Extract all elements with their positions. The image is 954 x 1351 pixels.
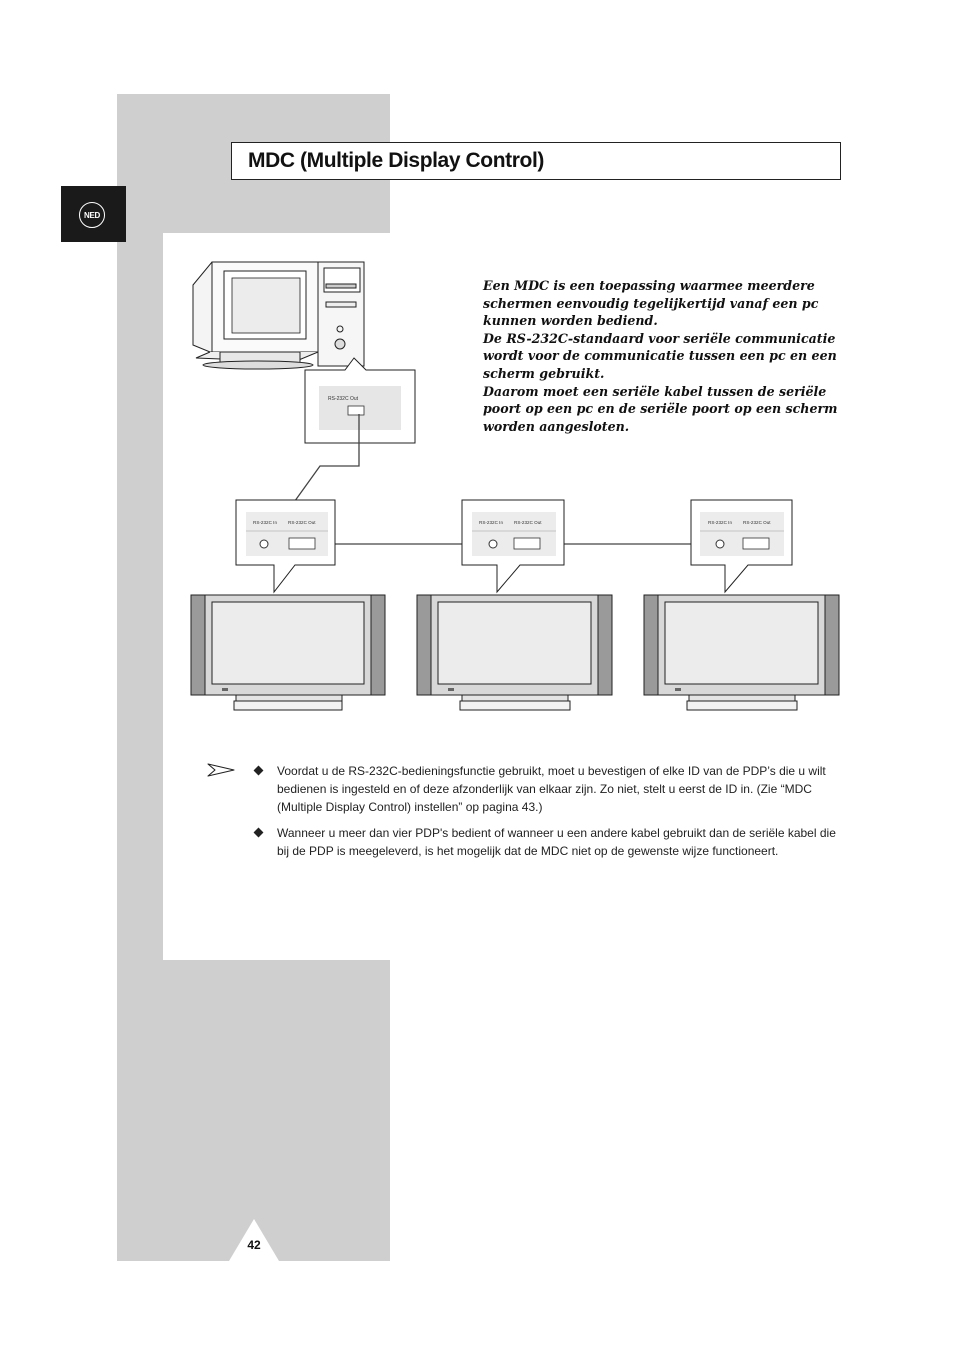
intro-text [483, 277, 845, 435]
page-title: MDC (Multiple Display Control) [248, 149, 544, 172]
plasma-display-3 [644, 595, 839, 710]
pc-tower-illustration [318, 262, 364, 366]
language-badge: NED [79, 202, 105, 228]
display-callout-1 [236, 500, 335, 592]
pc-monitor-illustration [193, 262, 318, 369]
note-arrow-icon [207, 762, 235, 778]
display-1-out-label: RS-232C Out [288, 520, 316, 525]
display-2-out-label: RS-232C Out [514, 520, 542, 525]
note-text: Voordat u de RS-232C-bedieningsfunctie gebruikt, moet u bevestigen of elke ID van de PDP’s die u wilt bedienen is ingesteld en of deze afzonderlijk van elkaar zijn. Zo niet, stelt u eerst de ID in. (Zie “MDC (Multiple Display Control) instellen” op pagina 43.) [277, 764, 826, 814]
intro-paragraph-2: De RS-232C-standaard voor seriële communicatie wordt voor de communicatie tussen een pc en een scherm gebruikt. [483, 330, 837, 381]
display-1-in-label: RS-232C In [253, 520, 278, 525]
plasma-display-2 [417, 595, 612, 710]
sidebar-band-bottom [117, 960, 390, 1261]
pc-port-callout [305, 358, 415, 443]
intro-paragraph-1: Een MDC is een toepassing waarmee meerdere schermen eenvoudig tegelijkertijd vanaf een pc kunnen worden bediend. [483, 278, 819, 329]
note-text: Wanneer u meer dan vier PDP's bedient of wanneer u een andere kabel gebruikt dan de seriële kabel die bij de PDP is meegeleverd, is het mogelijk dat de MDC niet op de gewenste wijze functioneert. [277, 826, 836, 858]
display-3-out-label: RS-232C Out [743, 520, 771, 525]
intro-paragraph-3: Daarom moet een seriële kabel tussen de seriële poort op een pc en de seriële poort op een scherm worden aangesloten. [483, 383, 838, 434]
display-callout-3 [691, 500, 792, 592]
display-callout-2 [462, 500, 564, 592]
display-2-in-label: RS-232C In [479, 520, 504, 525]
display-3-in-label: RS-232C In [708, 520, 733, 525]
page-number: 42 [247, 1238, 261, 1252]
plasma-display-1 [191, 595, 385, 710]
pc-port-label: RS-232C Out [328, 396, 359, 402]
